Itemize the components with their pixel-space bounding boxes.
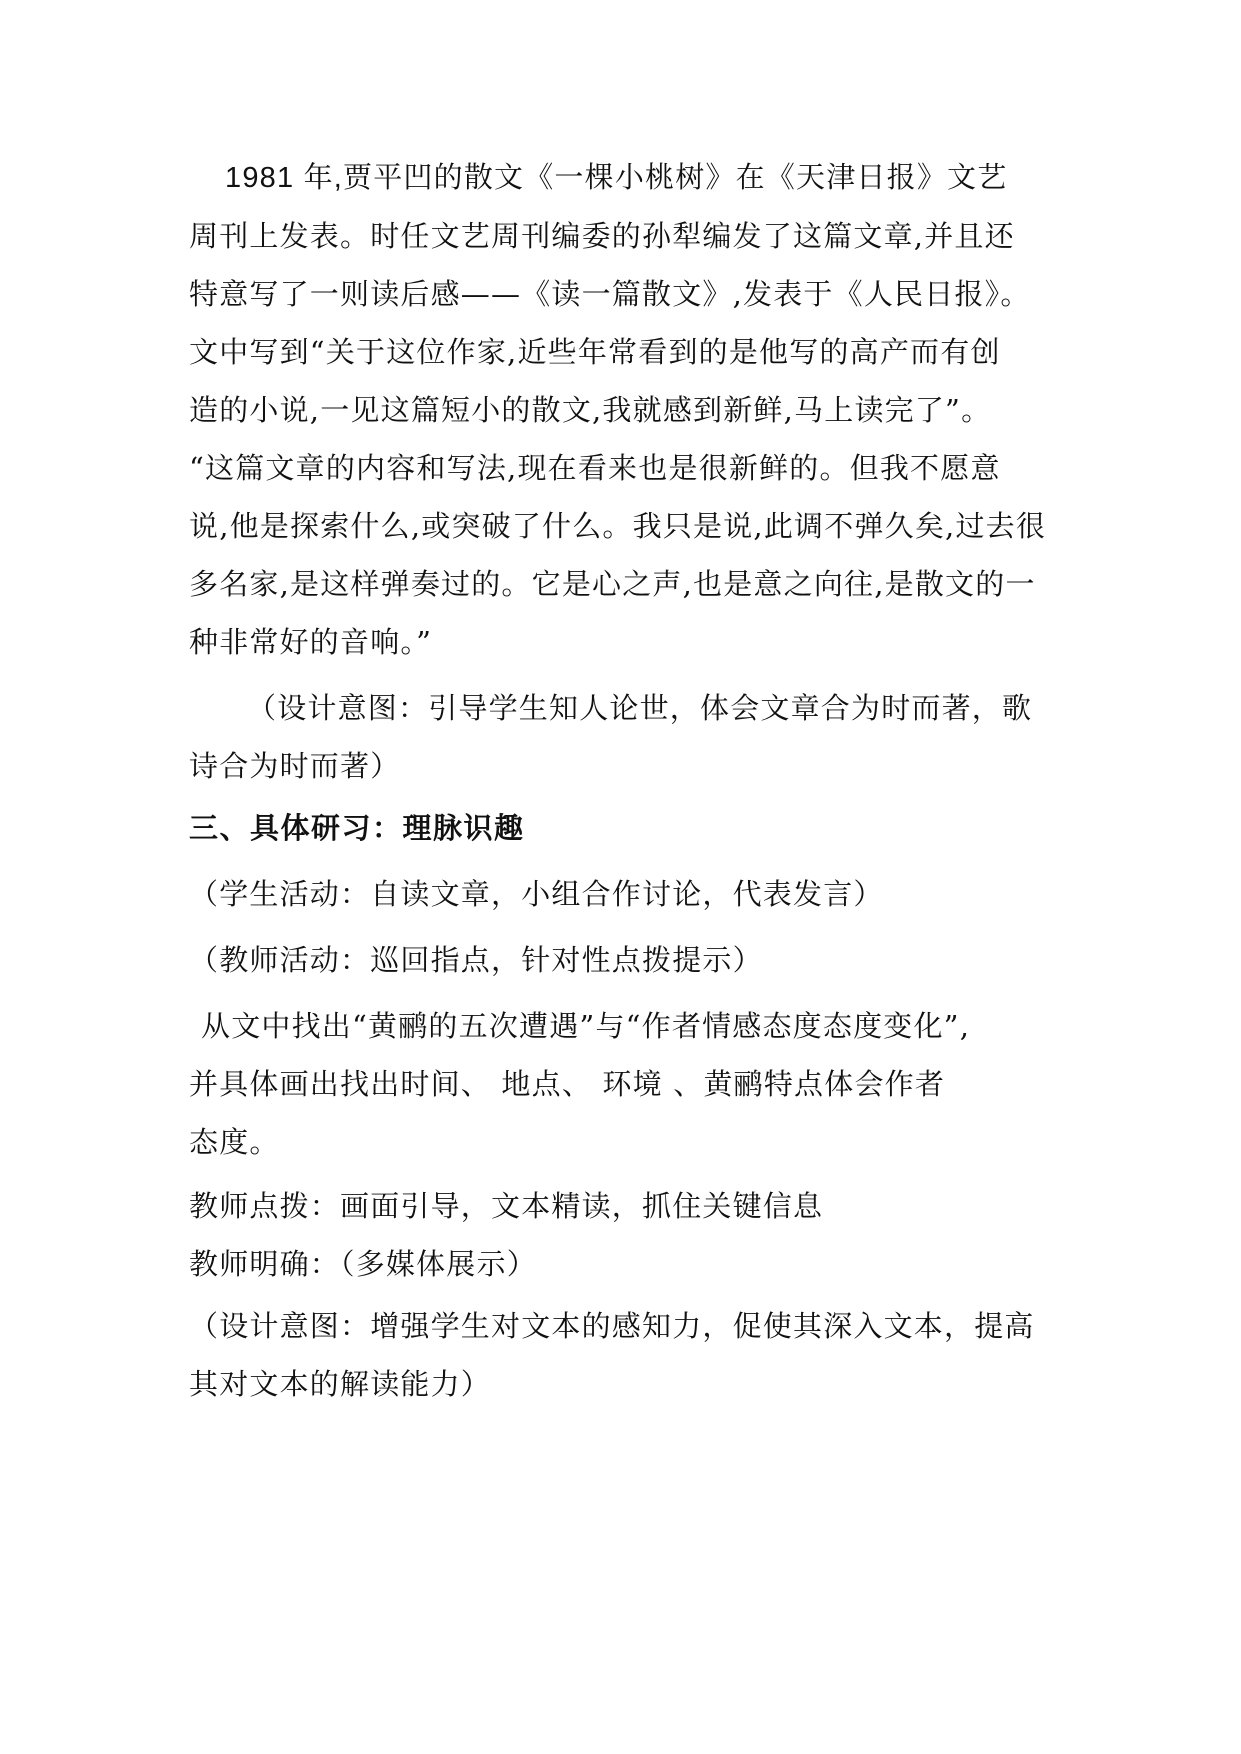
- task-line: 从文中找出“黄鹂的五次遭遇”与“作者情感态度态度变化”,: [201, 1009, 971, 1043]
- paragraph-line: 多名家,是这样弹奏过的。它是心之声,也是意之向往,是散文的一: [189, 567, 1036, 601]
- teacher-clarify: 教师明确：（多媒体展示）: [189, 1247, 537, 1281]
- teacher-guidance: 教师点拨：画面引导，文本精读，抓住关键信息: [189, 1189, 824, 1223]
- design-intent-line: （设计意图：增强学生对文本的感知力，促使其深入文本，提高: [189, 1309, 1035, 1343]
- design-intent-line: 其对文本的解读能力）: [189, 1367, 492, 1401]
- paragraph-line: 1981 年,贾平凹的散文《一棵小桃树》在《天津日报》文艺: [225, 162, 1008, 194]
- design-intent-line: （设计意图：引导学生知人论世，体会文章合为时而著，歌: [247, 691, 1033, 725]
- student-activity: （学生活动：自读文章，小组合作讨论，代表发言）: [189, 877, 884, 911]
- paragraph-line: 造的小说,一见这篇短小的散文,我就感到新鲜,马上读完了”。: [189, 393, 992, 427]
- task-line: 态度。: [189, 1125, 280, 1159]
- task-line: 并具体画出找出时间、 地点、 环境 、黄鹂特点体会作者: [189, 1067, 946, 1101]
- paragraph-line: 特意写了一则读后感——《读一篇散文》,发表于《人民日报》。: [189, 277, 1031, 311]
- section-heading: 三、具体研习：理脉识趣: [189, 811, 525, 845]
- paragraph-line: 说,他是探索什么,或突破了什么。我只是说,此调不弹久矣,过去很: [189, 509, 1047, 543]
- teacher-activity: （教师活动：巡回指点，针对性点拨提示）: [189, 943, 763, 977]
- paragraph-line: 周刊上发表。时任文艺周刊编委的孙犁编发了这篇文章,并且还: [189, 219, 1015, 253]
- paragraph-line: 种非常好的音响。”: [189, 625, 433, 659]
- paragraph-line: 文中写到“关于这位作家,近些年常看到的是他写的高产而有创: [189, 335, 1001, 369]
- design-intent-line: 诗合为时而著）: [189, 749, 401, 783]
- paragraph-line: “这篇文章的内容和写法,现在看来也是很新鲜的。但我不愿意: [189, 451, 1001, 485]
